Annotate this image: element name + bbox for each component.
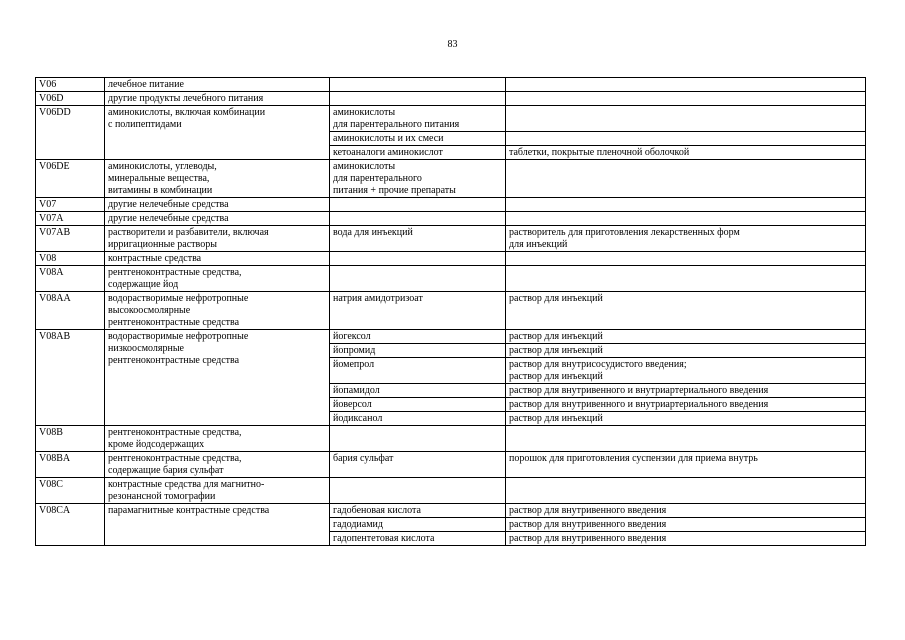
- atc-code-cell: V06D: [36, 92, 105, 106]
- atc-group-cell: лечебное питание: [105, 78, 330, 92]
- drug-name-cell: йодиксанол: [330, 412, 506, 426]
- drug-name-cell: натрия амидотризоат: [330, 292, 506, 330]
- dosage-form-cell: растворитель для приготовления лекарственных форм для инъекций: [506, 226, 866, 252]
- atc-group-cell: рентгеноконтрастные средства, содержащие бария сульфат: [105, 452, 330, 478]
- drug-name-cell: аминокислоты для парентерального питания + прочие препараты: [330, 160, 506, 198]
- dosage-form-cell: [506, 198, 866, 212]
- atc-code-cell: V08BA: [36, 452, 105, 478]
- dosage-form-cell: раствор для внутривенного и внутриартериального введения: [506, 398, 866, 412]
- drug-name-cell: [330, 266, 506, 292]
- atc-group-cell: рентгеноконтрастные средства, содержащие йод: [105, 266, 330, 292]
- table-row: [36, 160, 866, 198]
- dosage-form-cell: [506, 426, 866, 452]
- drug-name-cell: аминокислоты для парентерального питания: [330, 106, 506, 132]
- drug-name-cell: гадодиамид: [330, 518, 506, 532]
- table-row: [36, 330, 866, 344]
- drug-name-cell: йопамидол: [330, 384, 506, 398]
- dosage-form-cell: раствор для инъекций: [506, 292, 866, 330]
- atc-group-cell: контрастные средства для магнитно- резонансной томографии: [105, 478, 330, 504]
- drug-name-cell: [330, 426, 506, 452]
- drug-name-cell: вода для инъекций: [330, 226, 506, 252]
- dosage-form-cell: [506, 92, 866, 106]
- table-row: [36, 106, 866, 132]
- table-row: [36, 478, 866, 504]
- drug-name-cell: [330, 252, 506, 266]
- dosage-form-cell: раствор для инъекций: [506, 412, 866, 426]
- dosage-form-cell: раствор для инъекций: [506, 330, 866, 344]
- atc-code-cell: V08: [36, 252, 105, 266]
- dosage-form-cell: [506, 252, 866, 266]
- table-row: [36, 252, 866, 266]
- table-row: [36, 504, 866, 518]
- atc-code-cell: V07AB: [36, 226, 105, 252]
- atc-group-cell: водорастворимые нефротропные высокоосмолярные рентгеноконтрастные средства: [105, 292, 330, 330]
- table-row: [36, 92, 866, 106]
- atc-group-cell: растворители и разбавители, включая ирригационные растворы: [105, 226, 330, 252]
- table-row: [36, 78, 866, 92]
- atc-group-cell: контрастные средства: [105, 252, 330, 266]
- dosage-form-cell: [506, 160, 866, 198]
- table-row: [36, 426, 866, 452]
- atc-code-cell: V06: [36, 78, 105, 92]
- page-number: 83: [447, 39, 458, 50]
- drug-name-cell: бария сульфат: [330, 452, 506, 478]
- drug-name-cell: гадопентетовая кислота: [330, 532, 506, 546]
- drug-name-cell: йоверсол: [330, 398, 506, 412]
- table-body: [36, 78, 866, 546]
- dosage-form-cell: раствор для внутрисосудистого введения; раствор для инъекций: [506, 358, 866, 384]
- drug-name-cell: йомепрол: [330, 358, 506, 384]
- drug-name-cell: гадобеновая кислота: [330, 504, 506, 518]
- drug-name-cell: кетоаналоги аминокислот: [330, 146, 506, 160]
- atc-group-cell: другие нелечебные средства: [105, 198, 330, 212]
- atc-drug-table: [35, 77, 866, 546]
- atc-code-cell: V06DE: [36, 160, 105, 198]
- atc-group-cell: водорастворимые нефротропные низкоосмолярные рентгеноконтрастные средства: [105, 330, 330, 426]
- drug-name-cell: [330, 478, 506, 504]
- atc-group-cell: аминокислоты, углеводы, минеральные вещества, витамины в комбинации: [105, 160, 330, 198]
- drug-name-cell: йопромид: [330, 344, 506, 358]
- table-row: [36, 198, 866, 212]
- atc-code-cell: V08A: [36, 266, 105, 292]
- atc-code-cell: V08B: [36, 426, 105, 452]
- drug-name-cell: [330, 198, 506, 212]
- atc-group-cell: рентгеноконтрастные средства, кроме йодсодержащих: [105, 426, 330, 452]
- dosage-form-cell: порошок для приготовления суспензии для приема внутрь: [506, 452, 866, 478]
- table-row: [36, 292, 866, 330]
- dosage-form-cell: [506, 78, 866, 92]
- dosage-form-cell: [506, 266, 866, 292]
- atc-group-cell: парамагнитные контрастные средства: [105, 504, 330, 546]
- atc-code-cell: V07A: [36, 212, 105, 226]
- table-row: [36, 226, 866, 252]
- dosage-form-cell: [506, 132, 866, 146]
- table-row: [36, 452, 866, 478]
- dosage-form-cell: [506, 212, 866, 226]
- atc-code-cell: V07: [36, 198, 105, 212]
- atc-code-cell: V08CA: [36, 504, 105, 546]
- drug-name-cell: [330, 92, 506, 106]
- dosage-form-cell: раствор для внутривенного введения: [506, 504, 866, 518]
- drug-name-cell: [330, 78, 506, 92]
- dosage-form-cell: таблетки, покрытые пленочной оболочкой: [506, 146, 866, 160]
- dosage-form-cell: [506, 106, 866, 132]
- drug-name-cell: аминокислоты и их смеси: [330, 132, 506, 146]
- drug-name-cell: йогексол: [330, 330, 506, 344]
- dosage-form-cell: раствор для внутривенного введения: [506, 518, 866, 532]
- dosage-form-cell: раствор для внутривенного и внутриартериального введения: [506, 384, 866, 398]
- drug-name-cell: [330, 212, 506, 226]
- table-row: [36, 212, 866, 226]
- dosage-form-cell: [506, 478, 866, 504]
- atc-code-cell: V08AA: [36, 292, 105, 330]
- atc-code-cell: V08AB: [36, 330, 105, 426]
- atc-group-cell: аминокислоты, включая комбинации с полипептидами: [105, 106, 330, 160]
- dosage-form-cell: раствор для инъекций: [506, 344, 866, 358]
- atc-code-cell: V08C: [36, 478, 105, 504]
- table-row: [36, 266, 866, 292]
- atc-code-cell: V06DD: [36, 106, 105, 160]
- dosage-form-cell: раствор для внутривенного введения: [506, 532, 866, 546]
- atc-group-cell: другие нелечебные средства: [105, 212, 330, 226]
- atc-group-cell: другие продукты лечебного питания: [105, 92, 330, 106]
